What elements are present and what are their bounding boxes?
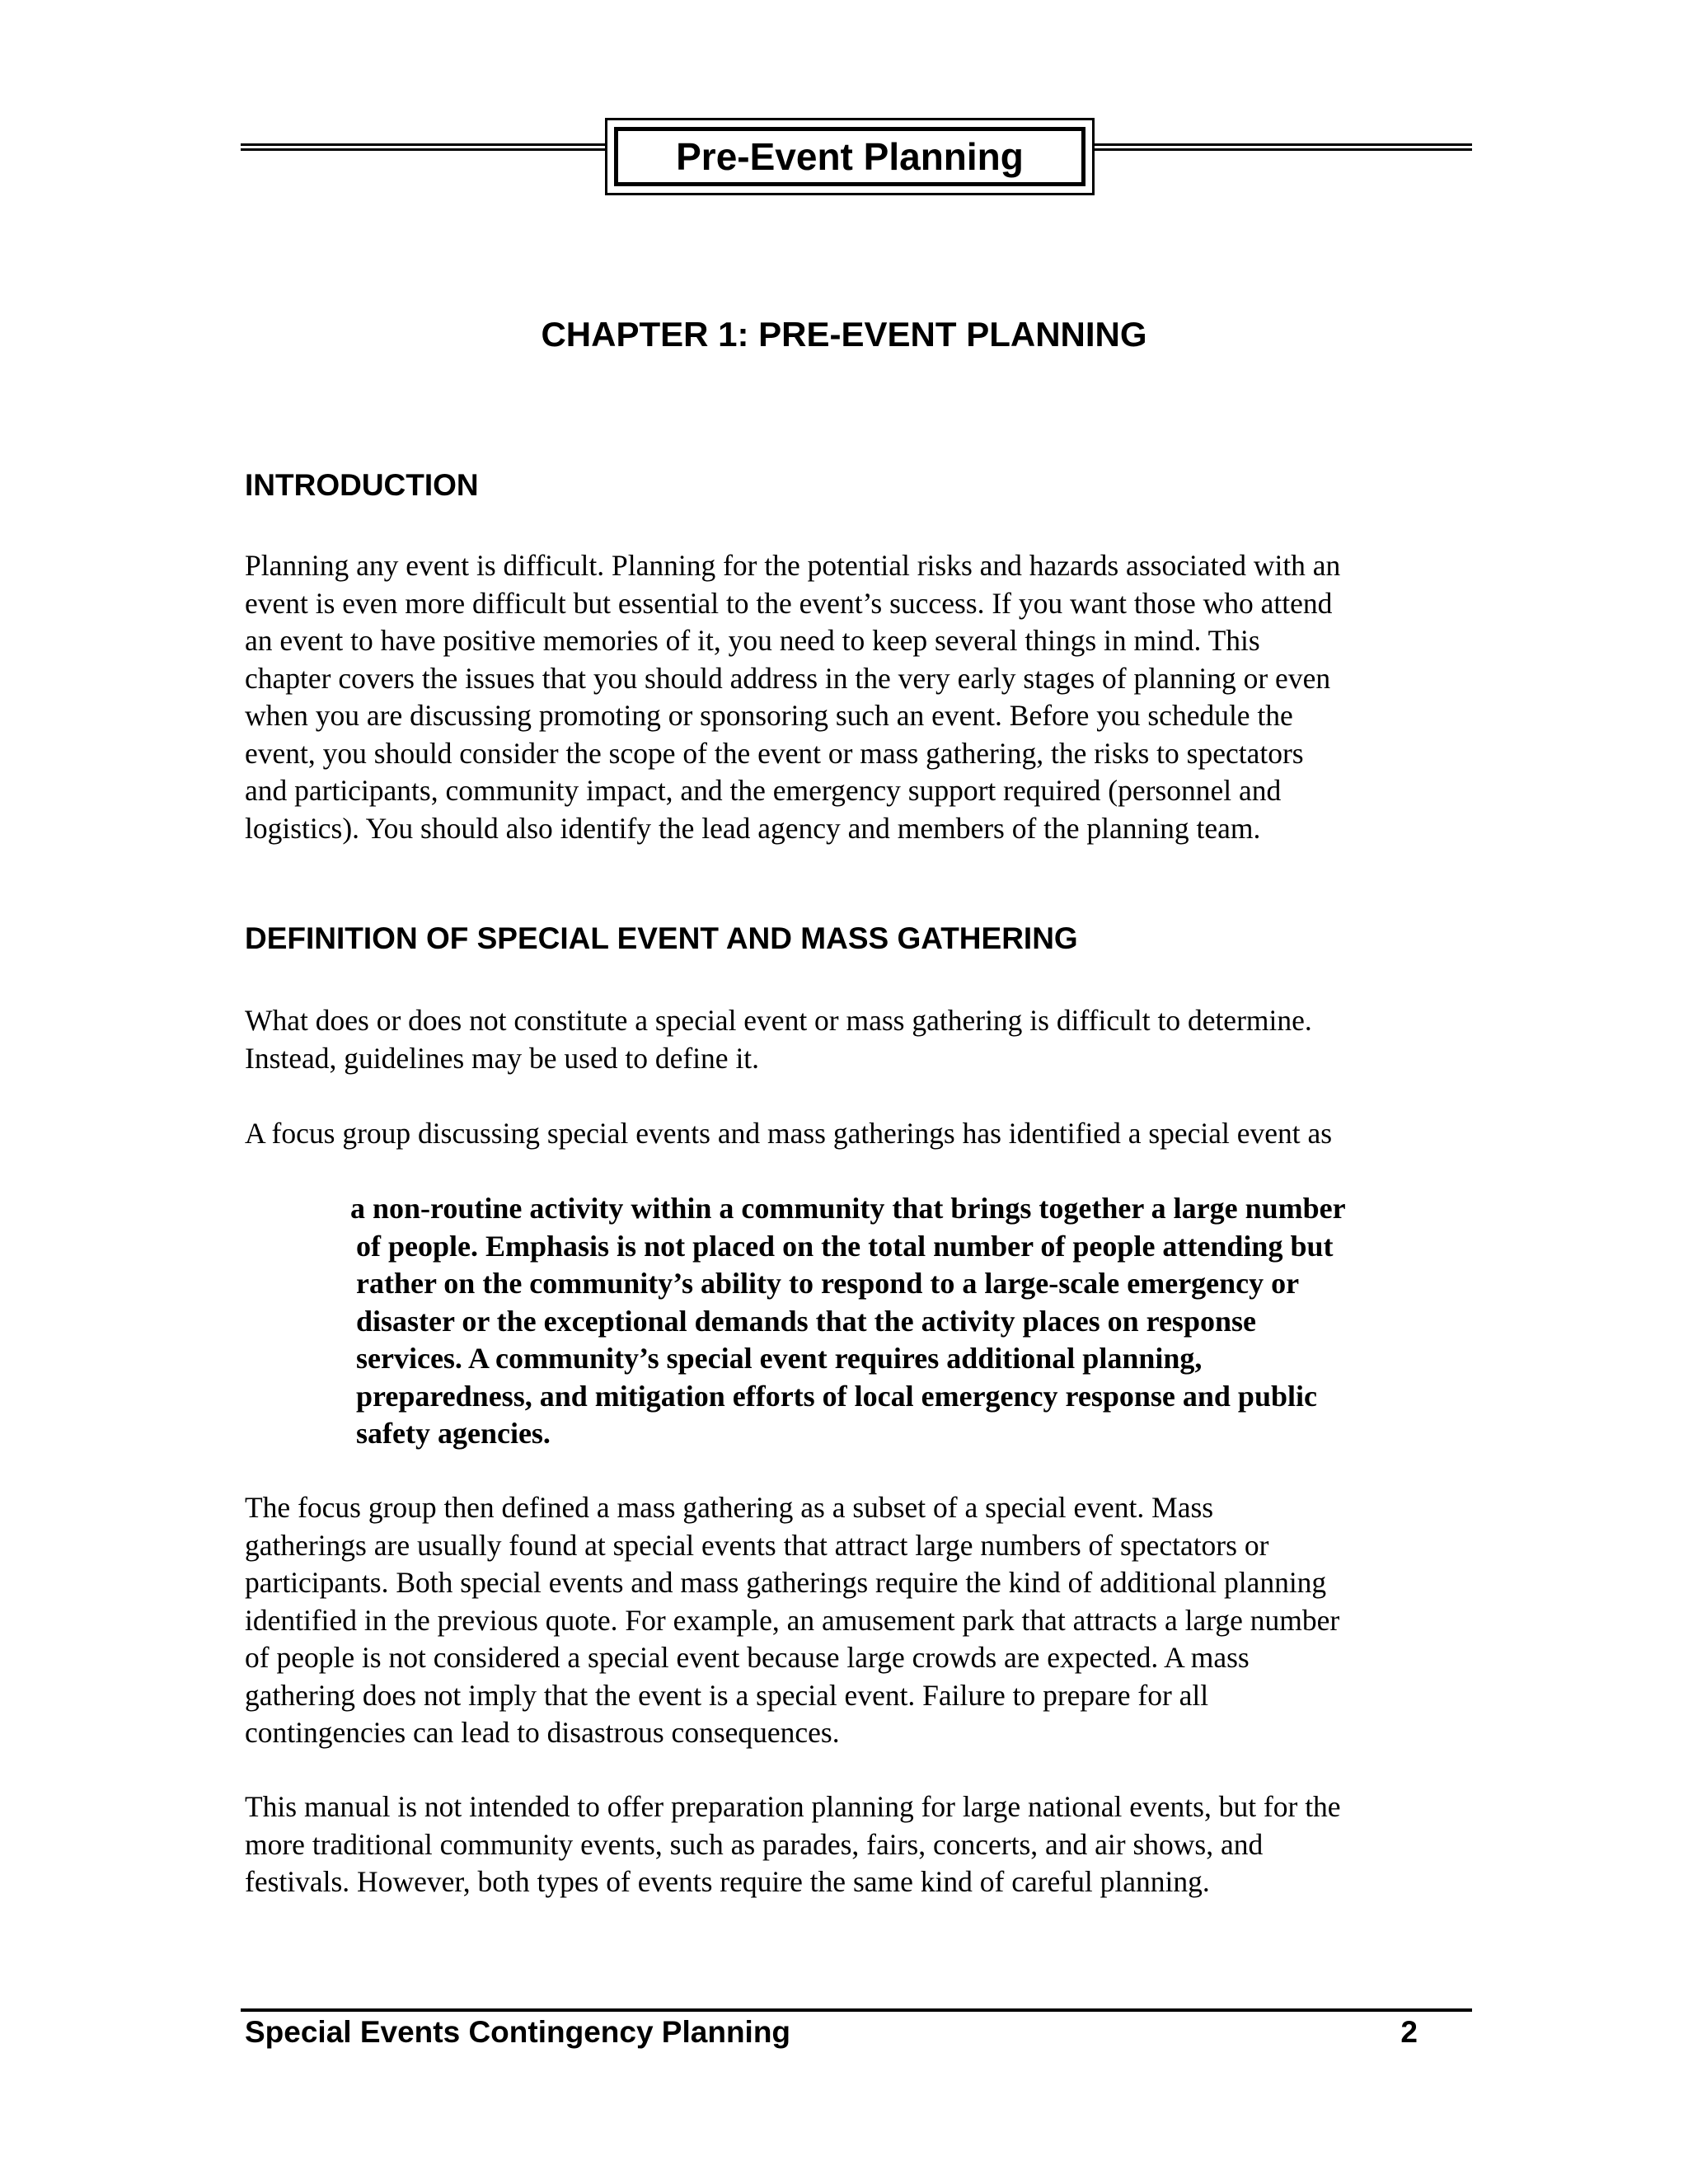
- paragraph-line: and participants, community impact, and the emergency support required (personnel and: [245, 774, 1282, 807]
- introduction-paragraph: [245, 547, 1481, 847]
- definition-paragraph-4: [245, 1788, 1481, 1901]
- paragraph-line: The focus group then defined a mass gathering as a subset of a special event. Mass: [245, 1491, 1214, 1524]
- paragraph-line: gathering does not imply that the event is a special event. Failure to prepare for all: [245, 1678, 1209, 1712]
- paragraph-line: festivals. However, both types of events require the same kind of careful planning.: [245, 1865, 1210, 1898]
- paragraph-line: What does or does not constitute a special event or mass gathering is difficult to determine.: [245, 1004, 1312, 1037]
- paragraph-line: Planning any event is difficult. Planning for the potential risks and hazards associated with an: [245, 549, 1341, 582]
- quote-line: services. A community’s special event requires additional planning,: [356, 1342, 1203, 1375]
- quote-line: a non-routine activity within a community that brings together a large number: [350, 1192, 1346, 1225]
- paragraph-line: chapter covers the issues that you should address in the very early stages of planning or even: [245, 661, 1331, 695]
- paragraph-line: an event to have positive memories of it, you need to keep several things in mind. This: [245, 624, 1260, 657]
- header-rule-left: [241, 143, 607, 151]
- quote-line: disaster or the exceptional demands that the activity places on response: [356, 1304, 1256, 1338]
- paragraph-line: Instead, guidelines may be used to define it.: [245, 1041, 760, 1075]
- quote-line: safety agencies.: [356, 1417, 551, 1450]
- header-rule-right: [1093, 143, 1472, 151]
- paragraph-line: event is even more difficult but essential to the event’s success. If you want those who attend: [245, 586, 1333, 620]
- paragraph-line: logistics). You should also identify the lead agency and members of the planning team.: [245, 811, 1261, 845]
- definition-heading: DEFINITION OF SPECIAL EVENT AND MASS GATHERING: [245, 921, 1078, 955]
- footer-document-title: Special Events Contingency Planning: [245, 2015, 791, 2049]
- header-banner-title: Pre-Event Planning: [614, 127, 1085, 186]
- special-event-definition-quote: [350, 1190, 1455, 1453]
- paragraph-line: of people is not considered a special event because large crowds are expected. A mass: [245, 1641, 1250, 1674]
- paragraph-line: when you are discussing promoting or sponsoring such an event. Before you schedule the: [245, 699, 1293, 732]
- quote-line: preparedness, and mitigation efforts of local emergency response and public: [356, 1379, 1317, 1413]
- quote-line: of people. Emphasis is not placed on the total number of people attending but: [356, 1229, 1334, 1263]
- quote-line: rather on the community’s ability to respond to a large-scale emergency or: [356, 1267, 1300, 1300]
- definition-paragraph-1: [245, 1002, 1481, 1077]
- header-banner: [605, 118, 1095, 195]
- paragraph-line: event, you should consider the scope of the event or mass gathering, the risks to spectators: [245, 736, 1304, 770]
- page-number: 2: [1400, 2015, 1418, 2049]
- paragraph-line: gatherings are usually found at special events that attract large numbers of spectators or: [245, 1528, 1269, 1562]
- paragraph-line: identified in the previous quote. For example, an amusement park that attracts a large number: [245, 1603, 1340, 1637]
- footer-rule: [241, 2008, 1472, 2012]
- paragraph-line: contingencies can lead to disastrous consequences.: [245, 1716, 840, 1749]
- paragraph-line: participants. Both special events and mass gatherings require the kind of additional planning: [245, 1566, 1327, 1599]
- definition-paragraph-2: [245, 1115, 1481, 1153]
- paragraph-line: This manual is not intended to offer preparation planning for large national events, but for the: [245, 1790, 1341, 1823]
- paragraph-line: A focus group discussing special events and mass gatherings has identified a special event as: [245, 1117, 1333, 1150]
- chapter-title: CHAPTER 1: PRE-EVENT PLANNING: [541, 315, 1147, 354]
- definition-paragraph-3: [245, 1489, 1481, 1752]
- paragraph-line: more traditional community events, such as parades, fairs, concerts, and air shows, and: [245, 1827, 1264, 1861]
- introduction-heading: INTRODUCTION: [245, 468, 479, 502]
